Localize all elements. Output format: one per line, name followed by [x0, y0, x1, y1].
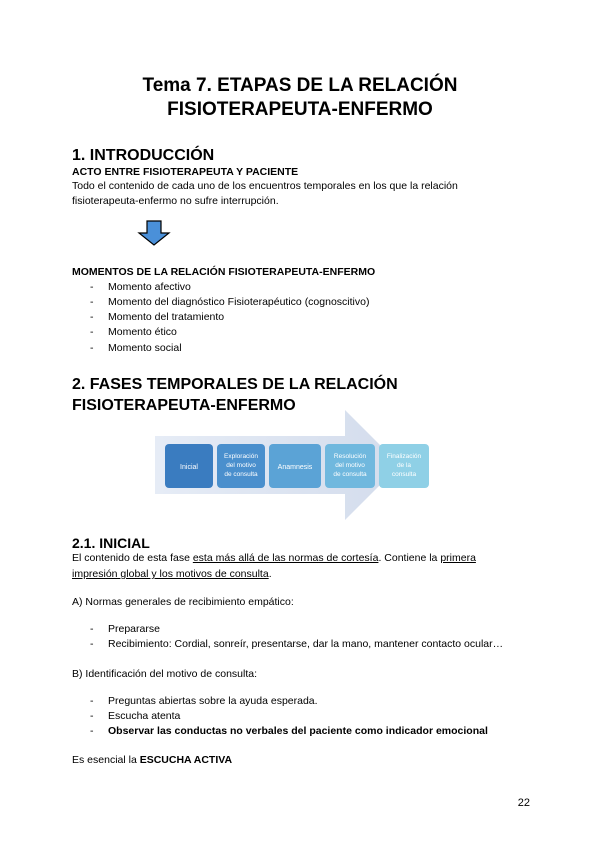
phase-box-finalizacion: [379, 444, 429, 488]
svg-text:de consulta: de consulta: [333, 471, 367, 478]
svg-text:Resolución: Resolución: [333, 453, 367, 460]
identification-item: - Escucha atenta: [90, 710, 181, 722]
norms-item: - Recibimiento: Cordial, sonreír, presentarse, dar la mano, mantener contacto ocular…: [90, 638, 504, 650]
moment-item: - Momento del diagnóstico Fisioterapéutico (cognoscitivo): [90, 296, 370, 308]
moment-item: - Momento ético: [90, 326, 177, 338]
svg-text:del motivo: del motivo: [335, 462, 365, 469]
svg-text:del motivo: del motivo: [226, 462, 256, 469]
section21-paragraph-line2: impresión global y los motivos de consulta.: [72, 568, 272, 580]
svg-text:Anamnesis: Anamnesis: [277, 464, 313, 471]
section2-heading-line2: FISIOTERAPEUTA-ENFERMO: [72, 397, 296, 414]
moment-item: - Momento afectivo: [90, 281, 191, 293]
section2-heading-line1: 2. FASES TEMPORALES DE LA RELACIÓN: [72, 376, 398, 393]
page-number: 22: [517, 797, 530, 809]
svg-text:Finalización: Finalización: [386, 453, 422, 460]
identification-item-bold: - Observar las conductas no verbales del paciente como indicador emocional: [90, 725, 488, 737]
phase-box-inicial: [165, 444, 213, 488]
final-statement: Es esencial la ESCUCHA ACTIVA: [72, 754, 233, 766]
svg-text:Exploración: Exploración: [224, 453, 258, 460]
section1-heading: 1. INTRODUCCIÓN: [72, 147, 215, 164]
norms-item: - Prepararse: [90, 623, 160, 635]
down-arrow-icon: [136, 220, 172, 246]
svg-text:Inicial: Inicial: [180, 464, 198, 471]
section21-paragraph-line1: El contenido de esta fase esta más allá de las normas de cortesía. Contiene la primera: [72, 552, 476, 564]
phase-box-anamnesis: [269, 444, 321, 488]
document-title-line2: FISIOTERAPEUTA-ENFERMO: [167, 99, 433, 120]
section1-paragraph-line2: fisioterapeuta-enfermo no sufre interrupción.: [72, 195, 279, 207]
section1-subheading: ACTO ENTRE FISIOTERAPEUTA Y PACIENTE: [72, 166, 299, 178]
norms-heading: A) Normas generales de recibimiento empático:: [72, 596, 294, 608]
svg-text:de consulta: de consulta: [224, 471, 258, 478]
section21-heading: 2.1. INICIAL: [72, 535, 150, 551]
svg-text:de la: de la: [396, 462, 412, 469]
identification-heading: B) Identificación del motivo de consulta:: [72, 668, 258, 680]
phases-diagram: [155, 408, 445, 523]
document-title-line1: Tema 7. ETAPAS DE LA RELACIÓN: [142, 75, 458, 96]
identification-item: - Preguntas abiertas sobre la ayuda esperada.: [90, 695, 318, 707]
moment-item: - Momento del tratamiento: [90, 311, 225, 323]
moment-item: - Momento social: [90, 342, 182, 354]
moments-heading: MOMENTOS DE LA RELACIÓN FISIOTERAPEUTA-ENFERMO: [72, 266, 376, 278]
phase-box-resolucion: [325, 444, 375, 488]
svg-text:consulta: consulta: [391, 471, 417, 478]
section1-paragraph-line1: Todo el contenido de cada uno de los encuentros temporales en los que la relación: [72, 180, 458, 192]
phase-box-exploracion: [217, 444, 265, 488]
